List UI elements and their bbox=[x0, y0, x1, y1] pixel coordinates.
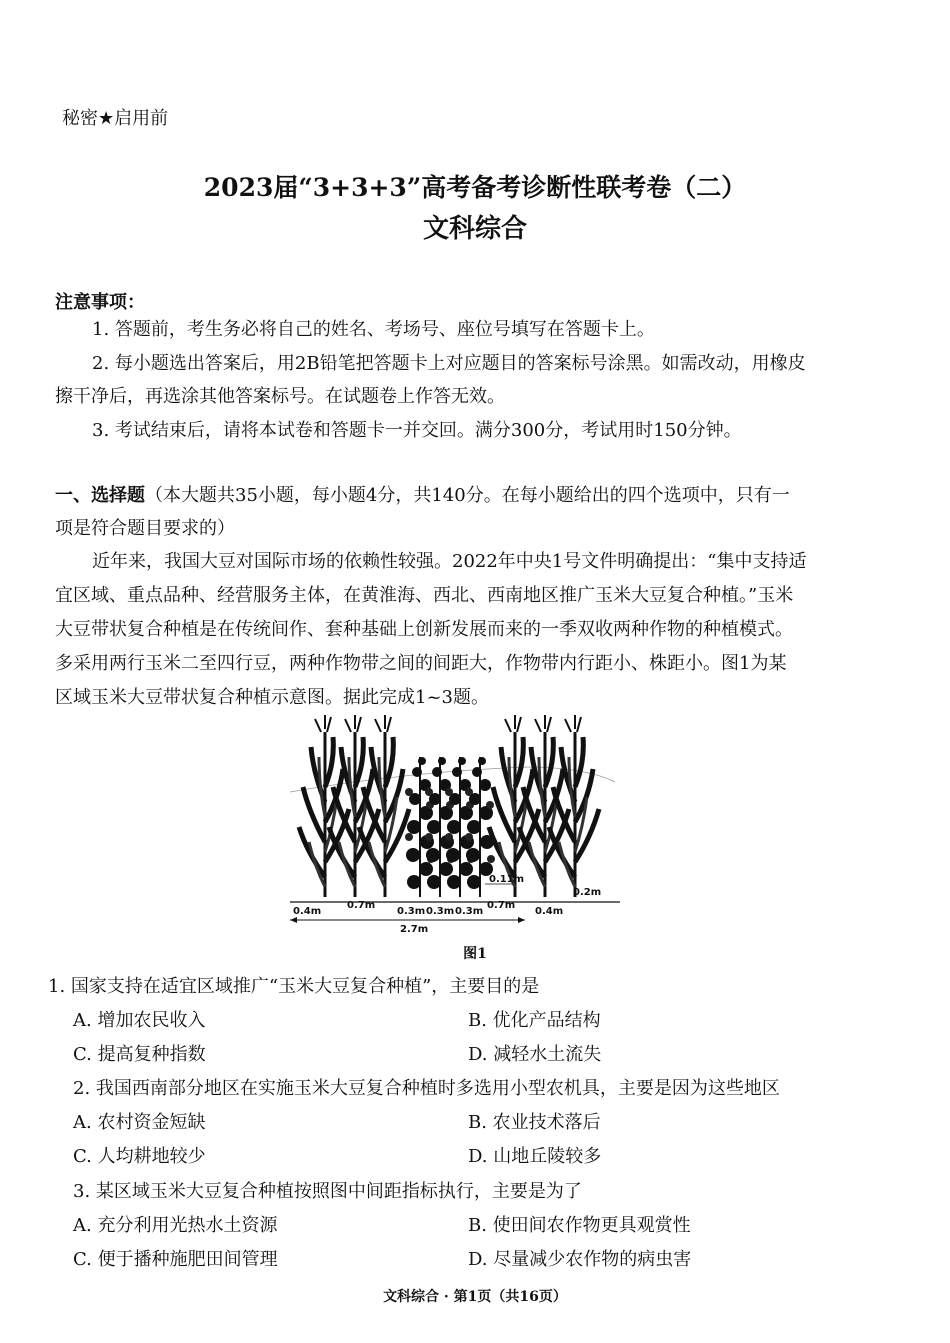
question-3-option-d: D. 尽量减少农作物的病虫害 bbox=[468, 1249, 692, 1270]
question-2-option-b: B. 农业技术落后 bbox=[468, 1112, 601, 1133]
figure-caption: 图1 bbox=[463, 946, 487, 962]
label-0-11m: 0.11m bbox=[489, 874, 525, 885]
intercropping-diagram bbox=[285, 712, 625, 937]
question-3-stem: 3. 某区域玉米大豆复合种植按照图中间距指标执行，主要是为了 bbox=[73, 1181, 582, 1202]
notice-item-1: 1. 答题前，考生务必将自己的姓名、考场号、座位号填写在答题卡上。 bbox=[92, 319, 655, 340]
label-0-4m-right: 0.4m bbox=[535, 906, 564, 917]
question-2-option-a: A. 农村资金短缺 bbox=[73, 1112, 206, 1133]
question-1-option-b: B. 优化产品结构 bbox=[468, 1010, 601, 1031]
passage-line-2: 宜区域、重点品种、经营服务主体，在黄淮海、西北、西南地区推广玉米大豆复合种植。”玉米 bbox=[55, 585, 794, 606]
label-0-7m-left: 0.7m bbox=[347, 900, 376, 911]
notice-item-2-cont: 擦干净后，再选涂其他答案标号。在试题卷上作答无效。 bbox=[55, 386, 505, 407]
label-0-3m-2: 0.3m bbox=[426, 906, 455, 917]
notice-item-3: 3. 考试结束后，请将本试卷和答题卡一并交回。满分300分，考试用时150分钟。 bbox=[92, 420, 742, 441]
label-2-7m: 2.7m bbox=[400, 924, 429, 935]
question-2-option-d: D. 山地丘陵较多 bbox=[468, 1146, 602, 1167]
passage-line-1: 近年来，我国大豆对国际市场的依赖性较强。2022年中央1号文件明确提出：“集中支持适 bbox=[92, 551, 807, 572]
page-footer: 文科综合 · 第1页（共16页） bbox=[383, 1289, 567, 1305]
question-1-stem: 1. 国家支持在适宜区域推广“玉米大豆复合种植”，主要目的是 bbox=[48, 976, 540, 997]
question-3-option-c: C. 便于播种施肥田间管理 bbox=[73, 1249, 278, 1270]
passage-line-5: 区域玉米大豆带状复合种植示意图。据此完成1~3题。 bbox=[55, 687, 489, 708]
question-1-option-a: A. 增加农民收入 bbox=[73, 1010, 206, 1031]
section-desc-cont: 项是符合题目要求的） bbox=[55, 518, 235, 539]
section-heading-line bbox=[55, 484, 790, 508]
confidential-mark: 秘密★启用前 bbox=[62, 108, 169, 129]
label-0-4m-left: 0.4m bbox=[293, 906, 322, 917]
passage-line-3: 大豆带状复合种植是在传统间作、套种基础上创新发展而来的一季双收两种作物的种植模式。 bbox=[55, 619, 793, 640]
notice-item-2: 2. 每小题选出答案后，用2B铅笔把答题卡上对应题目的答案标号涂黑。如需改动，用橡皮 bbox=[92, 353, 806, 374]
label-0-7m-right: 0.7m bbox=[487, 900, 516, 911]
question-2-stem: 2. 我国西南部分地区在实施玉米大豆复合种植时多选用小型农机具，主要是因为这些地区 bbox=[73, 1078, 780, 1099]
question-3-option-a: A. 充分利用光热水土资源 bbox=[73, 1215, 278, 1236]
question-2-option-c: C. 人均耕地较少 bbox=[73, 1146, 206, 1167]
question-1-option-c: C. 提高复种指数 bbox=[73, 1044, 206, 1065]
label-0-3m-3: 0.3m bbox=[455, 906, 484, 917]
passage-line-4: 多采用两行玉米二至四行豆，两种作物带之间的间距大，作物带内行距小、株距小。图1为某 bbox=[55, 653, 787, 674]
label-0-2m: 0.2m bbox=[573, 887, 602, 898]
notice-heading: 注意事项： bbox=[55, 292, 145, 313]
exam-subject: 文科综合 bbox=[422, 214, 527, 244]
question-3-option-b: B. 使田间农作物更具观赏性 bbox=[468, 1215, 691, 1236]
label-0-3m-1: 0.3m bbox=[397, 906, 426, 917]
section-heading: 一、选择题 bbox=[55, 485, 145, 506]
section-desc: （本大题共35小题，每小题4分，共140分。在每小题给出的四个选项中，只有一 bbox=[145, 485, 790, 506]
question-1-option-d: D. 减轻水土流失 bbox=[468, 1044, 602, 1065]
exam-title: 2023届“3+3+3”高考备考诊断性联考卷（二） bbox=[203, 173, 747, 202]
